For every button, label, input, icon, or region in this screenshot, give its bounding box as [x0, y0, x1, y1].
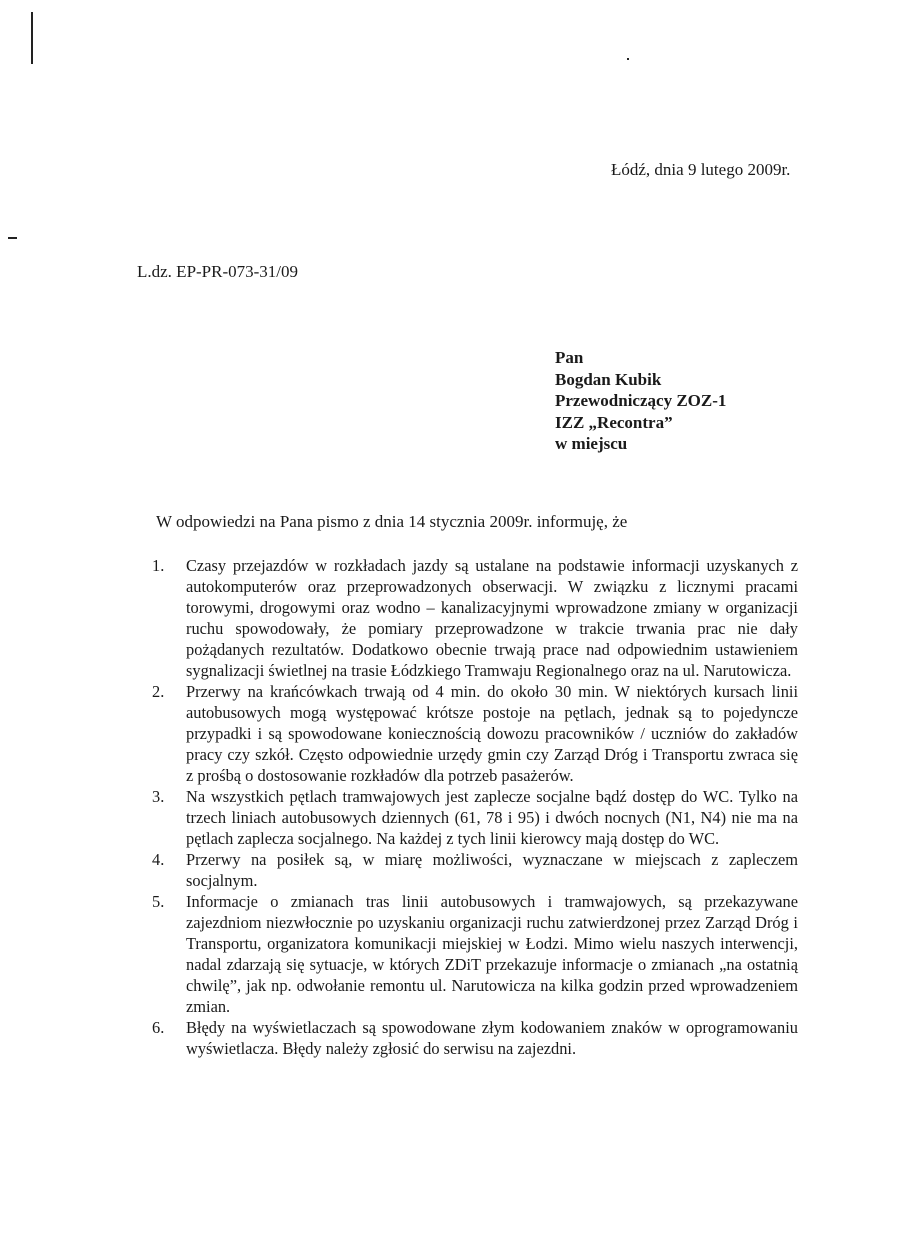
list-item — [152, 786, 798, 849]
item-text: Przerwy na krańcówkach trwają od 4 min. do około 30 min. W niektórych kursach linii autobusowych mogą występować krótsze postoje na pętlach, jednak są to pojedyncze przypadki i są spowodowane koniecznością dowozu pracowników / uczniów do zakładów pracy czy szkół. Często odpowiednie urzędy gmin czy Zarząd Dróg i Transportu zwraca się z prośbą o dostosowanie rozkładów dla potrzeb pasażerów. — [186, 682, 798, 785]
addressee-block — [555, 347, 726, 455]
item-number: 5. — [152, 892, 165, 911]
list-item — [152, 891, 798, 1017]
list-item — [152, 1017, 798, 1059]
item-number: 1. — [152, 556, 165, 575]
addressee-line: Przewodniczący ZOZ-1 — [555, 391, 727, 410]
letter-date: Łódź, dnia 9 lutego 2009r. — [611, 160, 791, 179]
addressee-line: IZZ „Recontra” — [555, 412, 673, 432]
reference-number: L.dz. EP-PR-073-31/09 — [137, 262, 299, 281]
item-number: 3. — [152, 787, 165, 806]
addressee-line: w miejscu — [555, 434, 628, 453]
item-text: Informacje o zmianach tras linii autobusowych i tramwajowych, są przekazywane zajezdniom niezwłocznie po uzyskaniu organizacji ruchu zatwierdzonej przez Zarząd Dróg i Transportu, organizatora komunikacji miejskiej w Łodzi. Mimo wielu naszych interwencji, nadal zdarzają się sytuacje, w których ZDiT przekazuje informacje o zmianach „na ostatnią chwilę”, jak np. odwołanie remontu ul. Narutowicza na kilka godzin przed wprowadzeniem zmian. — [186, 892, 798, 1016]
list-item — [152, 555, 798, 681]
item-text: Czasy przejazdów w rozkładach jazdy są ustalane na podstawie informacji uzyskanych z autokomputerów oraz przeprowadzonych obserwacji. W związku z licznymi pracami torowymi, drogowymi oraz wodno – kanalizacyjnymi wprowadzone zmiany w organizacji ruchu spowodowały, że pomiary przeprowadzone w trakcie trwania prac nie dały pożądanych rezultatów. Dodatkowo obecnie trwają prace nad odpowiednim ustawieniem sygnalizacji świetlnej na trasie Łódzkiego Tramwaju Regionalnego oraz na ul. Narutowicza. — [186, 556, 798, 680]
scan-artifact-dash — [8, 237, 17, 239]
item-text: Błędy na wyświetlaczach są spowodowane złym kodowaniem znaków w oprogramowaniu wyświetlacza. Błędy należy zgłosić do serwisu na zajezdni. — [186, 1018, 798, 1058]
item-number: 2. — [152, 682, 165, 701]
item-text: Przerwy na posiłek są, w miarę możliwości, wyznaczane w miejscach z zapleczem socjalnym. — [186, 850, 798, 890]
item-number: 6. — [152, 1018, 165, 1037]
item-text: Na wszystkich pętlach tramwajowych jest zaplecze socjalne bądź dostęp do WC. Tylko na trzech liniach autobusowych dziennych (61, 78 i 95) i dwóch nocnych (N1, N4) nie ma na pętlach zaplecza socjalnego. Na każdej z tych linii kierowcy mają dostęp do WC. — [186, 787, 798, 848]
scan-artifact-dot — [627, 58, 629, 60]
item-number: 4. — [152, 850, 165, 869]
list-item — [152, 849, 798, 891]
numbered-points-list — [152, 555, 798, 1059]
intro-sentence: W odpowiedzi na Pana pismo z dnia 14 stycznia 2009r. informuję, że — [156, 512, 628, 531]
addressee-line: Bogdan Kubik — [555, 369, 662, 389]
scan-artifact-vertical-line — [31, 12, 33, 64]
list-item — [152, 681, 798, 786]
addressee-line: Pan — [555, 348, 584, 367]
